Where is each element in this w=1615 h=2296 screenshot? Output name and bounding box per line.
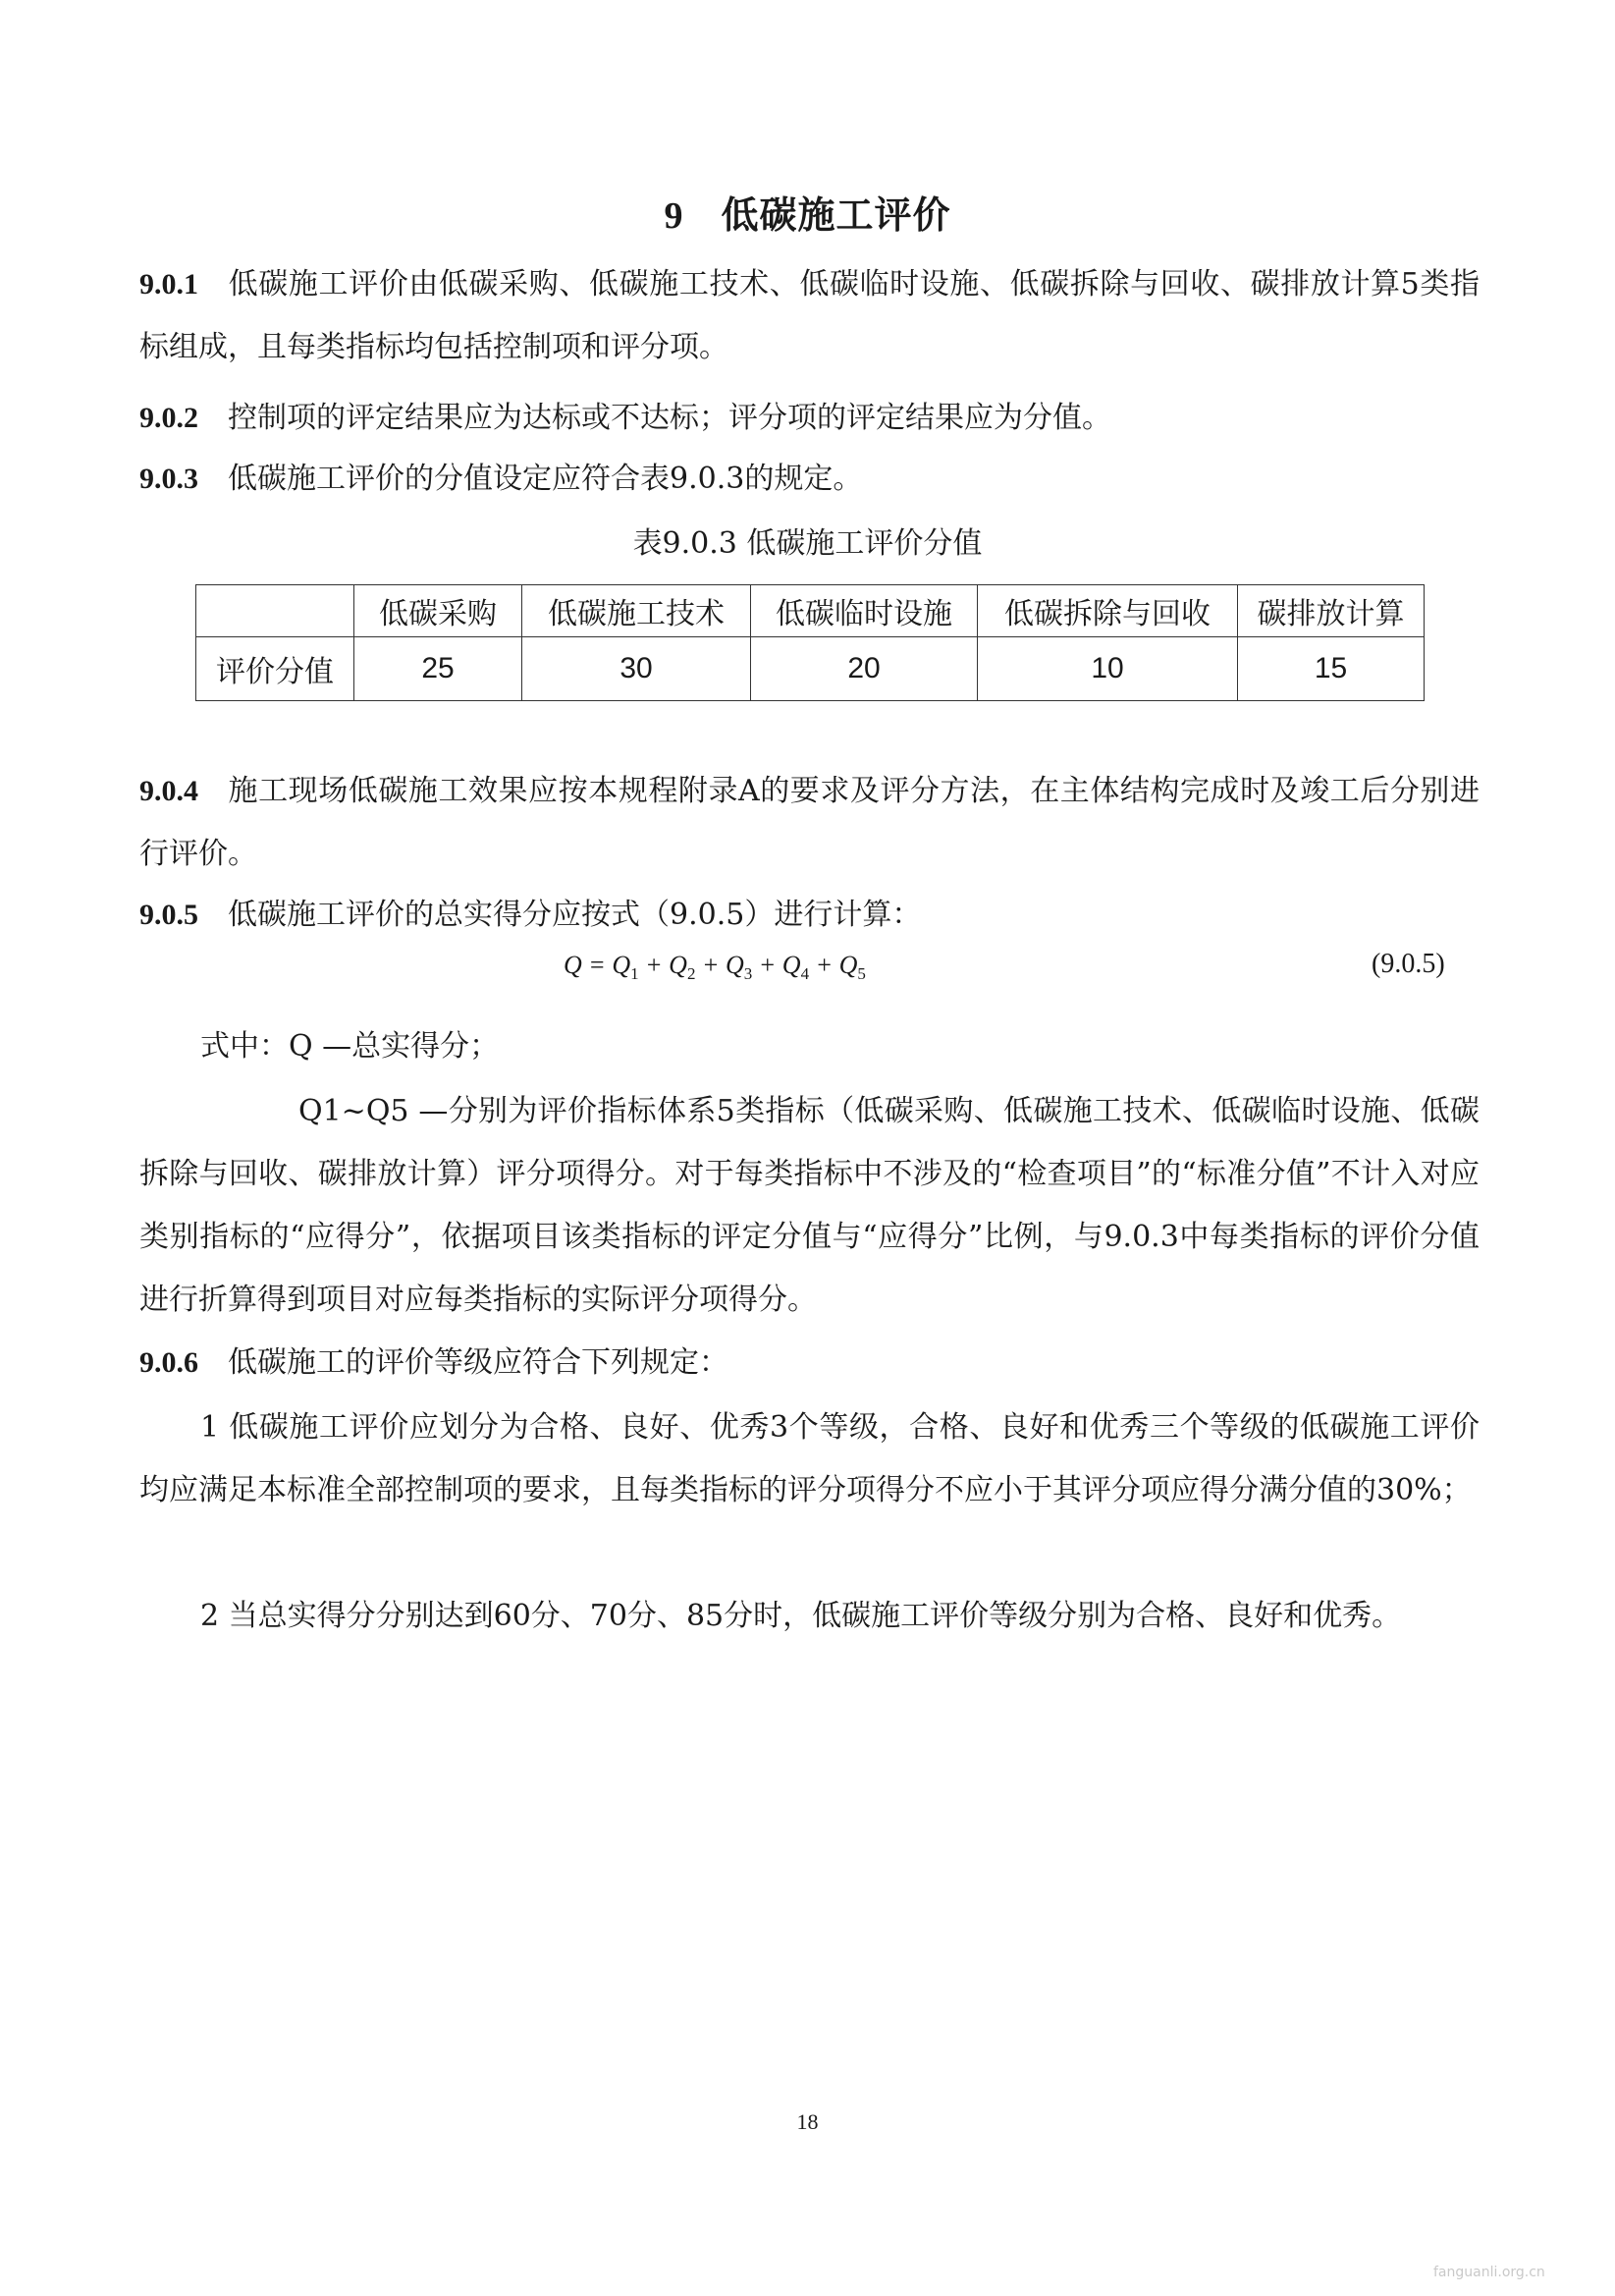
clause-9-0-5 — [139, 884, 1480, 947]
table-row-label: 评价分值 — [196, 637, 354, 701]
clause-text: 低碳施工评价的总实得分应按式（9.0.5）进行计算： — [228, 898, 922, 932]
table-header-cell: 低碳拆除与回收 — [978, 585, 1238, 637]
table-header-cell — [196, 585, 354, 637]
clause-9-0-1 — [139, 253, 1480, 379]
clause-9-0-6 — [139, 1332, 1480, 1394]
table-caption: 表9.0.3 低碳施工评价分值 — [632, 526, 983, 561]
table-header-cell: 碳排放计算 — [1238, 585, 1425, 637]
clause-number: 9.0.4 — [139, 775, 198, 807]
clause-9-0-3 — [139, 448, 1480, 511]
clause-number: 9.0.2 — [139, 402, 198, 434]
table-header-row — [196, 585, 1425, 637]
formula-number: (9.0.5) — [1372, 949, 1445, 979]
grade-item-2: 2 当总实得分分别达到60分、70分、85分时，低碳施工评价等级分别为合格、良好和优秀。 — [200, 1599, 1402, 1633]
table-header-cell: 低碳临时设施 — [751, 585, 978, 637]
chapter-title-text: 低碳施工评价 — [721, 193, 951, 237]
where-q-line: 式中：Q —总实得分； — [200, 1029, 500, 1064]
where-q1-q5-line: Q1~Q5 —分别为评价指标体系5类指标（低碳采购、低碳施工技术、低碳临时设施、低碳拆除与回收、碳排放计算）评分项得分。对于每类指标中不涉及的“检查项目”的“标准分值”不计入对应类别指标的“应得分”，依据项目该类指标的评定分值与“应得分”比例，与9.0.3中每类指标的评价分值进行折算得到项目对应每类指标的实际评分项得分。 — [139, 1094, 1480, 1317]
table-row — [196, 637, 1425, 701]
table-cell: 25 — [354, 637, 522, 701]
clause-number: 9.0.6 — [139, 1346, 198, 1379]
table-header-cell: 低碳采购 — [354, 585, 522, 637]
table-cell: 30 — [522, 637, 751, 701]
table-cell: 10 — [978, 637, 1238, 701]
clause-9-0-4 — [139, 760, 1480, 886]
table-header-cell: 低碳施工技术 — [522, 585, 751, 637]
table-cell: 20 — [751, 637, 978, 701]
clause-number: 9.0.3 — [139, 463, 198, 495]
formula: $Q = Q_1 + Q_2 + Q_3 + Q_4 + Q_5$ — [564, 951, 866, 984]
table-cell: 15 — [1238, 637, 1425, 701]
clause-number: 9.0.5 — [139, 899, 198, 931]
chapter-number: 9 — [664, 195, 684, 237]
clause-text: 控制项的评定结果应为达标或不达标；评分项的评定结果应为分值。 — [228, 401, 1111, 435]
clause-text: 低碳施工评价由低碳采购、低碳施工技术、低碳临时设施、低碳拆除与回收、碳排放计算5类指标组成，且每类指标均包括控制项和评分项。 — [139, 267, 1480, 364]
page-number: 18 — [796, 2109, 819, 2134]
score-table — [195, 584, 1425, 701]
clause-number: 9.0.1 — [139, 268, 198, 301]
chapter-title — [0, 185, 1615, 239]
clause-text: 低碳施工的评价等级应符合下列规定： — [228, 1345, 728, 1380]
watermark: fanguanli.org.cn — [1433, 2265, 1545, 2280]
grade-item-1: 1 低碳施工评价应划分为合格、良好、优秀3个等级，合格、良好和优秀三个等级的低碳施工评价均应满足本标准全部控制项的要求，且每类指标的评分项得分不应小于其评分项应得分满分值的30%； — [139, 1410, 1480, 1507]
clause-9-0-2 — [139, 387, 1480, 450]
clause-text: 施工现场低碳施工效果应按本规程附录A的要求及评分方法，在主体结构完成时及竣工后分别进行评价。 — [139, 774, 1480, 871]
clause-text: 低碳施工评价的分值设定应符合表9.0.3的规定。 — [228, 462, 863, 496]
